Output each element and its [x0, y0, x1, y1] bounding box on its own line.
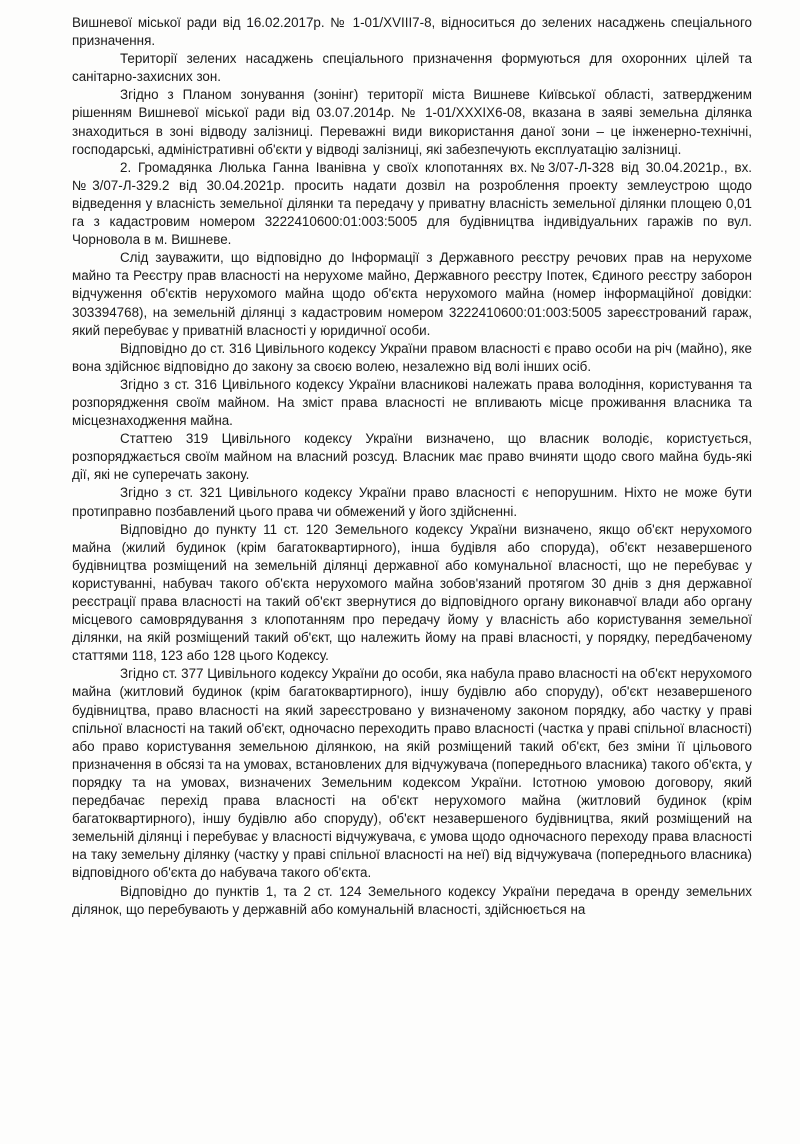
- paragraph-2: Території зелених насаджень спеціального призначення формуються для охоронних цілей та санітарно-захисних зон.: [72, 51, 752, 85]
- paragraph-1: Вишневої міської ради від 16.02.2017р. № 1-01/XVIII7-8, відноситься до зелених насаджень спеціального призначення.: [72, 15, 752, 49]
- paragraph-4: 2. Громадянка Люлька Ганна Іванівна у своїх клопотаннях вх.№3/07-Л-328 від 30.04.2021р., вх.№3/07-Л-329.2 від 30.04.2021р. просить надати дозвіл на розроблення проекту землеустрою щодо відведення у власність земельної ділянки та передачу у приватну власність земельної ділянки площею 0,01 га з кадастровим номером 3222410600:01:003:5005 для будівництва індивідуальних гаражів по вул. Чорновола в м. Вишневе.: [72, 159, 752, 248]
- paragraph-11: Згідно ст. 377 Цивільного кодексу України до особи, яка набула право власності на об'єкт нерухомого майна (житловий будинок (крім багатоквартирного), іншу будівлю або споруду), об'єкт незавершеного будівництва, право власності на який зареєстровано у визначеному законом порядку, або частку у праві спільної власності на такий об'єкт, одночасно переходить право власності (частка у праві спільної власності) або право користування земельною ділянкою, на якій розміщений такий об'єкт, без зміни її цільового призначення в обсязі та на умовах, встановлених для відчужувача (попереднього власника) такого об'єкта, у порядку та на умовах, визначених Земельним кодексом України. Істотною умовою договору, який передбачає перехід права власності на об'єкт нерухомого майна (житловий будинок (крім багатоквартирного), іншу будівлю або споруду), об'єкт незавершеного будівництва, який розміщений на земельній ділянці і перебуває у власності відчужувача, є умова щодо одночасного переходу права власності на таку земельну ділянку (частку у праві спільної власності на неї) від відчужувача (попереднього власника) відповідного об'єкта до набувача такого об'єкта.: [72, 666, 752, 881]
- paragraph-9: Згідно з ст. 321 Цивільного кодексу України право власності є непорушним. Ніхто не може бути протиправно позбавлений цього права чи обмежений у його здійсненні.: [72, 485, 752, 519]
- paragraph-8: Статтею 319 Цивільного кодексу України визначено, що власник володіє, користується, розпоряджається своїм майном на власний розсуд. Власник має право вчиняти щодо свого майна будь-які дії, які не суперечать закону.: [72, 431, 752, 483]
- paragraph-10: Відповідно до пункту 11 ст. 120 Земельного кодексу України визначено, якщо об'єкт нерухомого майна (жилий будинок (крім багатоквартирного), інша будівля або споруда), об'єкт незавершеного будівництва розміщений на земельній ділянці державної або комунальної власності, що не перебуває у користуванні, набувач такого об'єкта нерухомого майна зобов'язаний протягом 30 днів з дня державної реєстрації права власності на такий об'єкт звернутися до відповідного органу виконавчої влади або органу місцевого самоврядування з клопотанням про передачу йому у власність або користування земельної ділянки, на якій розміщений такий об'єкт, що належить йому на праві власності, у порядку, передбаченому статтями 118, 123 або 128 цього Кодексу.: [72, 521, 752, 664]
- paragraph-6: Відповідно до ст. 316 Цивільного кодексу України правом власності є право особи на річ (майно), яке вона здійснює відповідно до закону за своєю волею, незалежно від волі інших осіб.: [72, 340, 752, 374]
- paragraph-3: Згідно з Планом зонування (зонінг) території міста Вишневе Київської області, затвердженим рішенням Вишневої міської ради від 03.07.2014р. № 1-01/XXXIX6-08, вказана в заяві земельна ділянка знаходиться в зоні відводу залізниці. Переважні види використання даної зони – це інженерно-технічні, господарські, адміністративні об'єкти у відводі залізниці, які забезпечують експлуатацію залізниці.: [72, 87, 752, 157]
- paragraph-12: Відповідно до пунктів 1, та 2 ст. 124 Земельного кодексу України передача в оренду земельних ділянок, що перебувають у державній або комунальній власності, здійснюється на: [72, 883, 752, 917]
- document-body: [72, 14, 752, 919]
- paragraph-5: Слід зауважити, що відповідно до Інформації з Державного реєстру речових прав на нерухоме майно та Реєстру прав власності на нерухоме майно, Державного реєстру Іпотек, Єдиного реєстру заборон відчуження об'єктів нерухомого майна щодо об'єкта нерухомого майна (номер інформаційної довідки: 303394768), на земельній ділянці з кадастровим номером 3222410600:01:003:5005 зареєстрований гараж, який перебуває у приватній власності у юридичної особи.: [72, 250, 752, 338]
- paragraph-7: Згідно з ст. 316 Цивільного кодексу України власникові належать права володіння, користування та розпорядження своїм майном. На зміст права власності не впливають місце проживання власника та місцезнаходження майна.: [72, 376, 752, 429]
